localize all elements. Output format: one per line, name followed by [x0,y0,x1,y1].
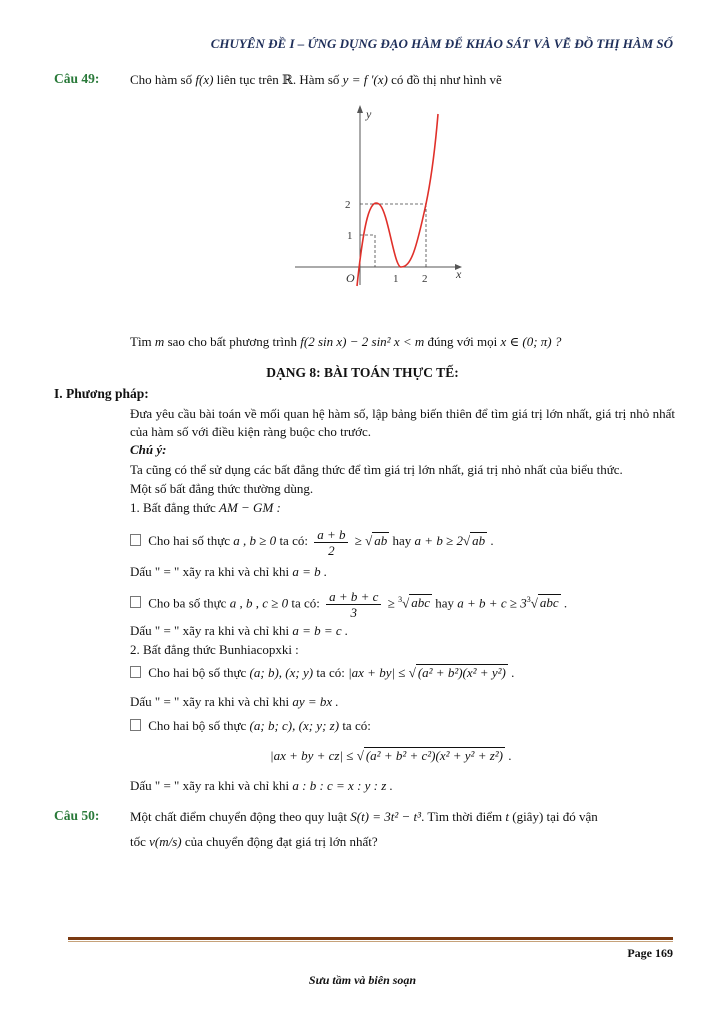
question-49-statement [130,71,502,89]
sqrt-ab: ab [374,533,388,548]
q49-text-c: . Hàm số [292,72,340,87]
x-tick-2: 2 [422,273,428,285]
q49-reals: ℝ [282,72,293,87]
q49-m: m [154,334,165,349]
amgm-title: 1. Bất đẳng thức [130,500,216,515]
q50-t: t [505,809,509,824]
fraction-two-den: 2 [328,542,335,558]
question-50-line-1 [130,808,598,826]
sqrt-ab-2: ab [472,533,486,548]
fraction-two-num: a + b [314,527,348,543]
fraction-three [326,589,381,620]
bunhia-heading: 2. Bất đẳng thức Bunhiacopxki : [130,642,299,657]
derivative-graph [290,100,470,290]
two-hay: hay [392,533,412,548]
bun2-lhs: |ax + by| ≤ [348,665,406,680]
q50-text-e: của chuyển động đạt giá trị lớn nhất? [184,834,378,849]
two-eq-a: Dấu " = " xãy ra khi và chỉ khi [130,564,290,579]
bunhia-three-formula: |ax + by + cz| ≤ √ (a² + b² + c²)(x² + y² + z²) . [270,748,512,763]
q50-text-a: Một chất điểm chuyển động theo quy luật [130,809,347,824]
x-axis-label: x [456,267,462,281]
footer-credit: Sưu tầm và biên soạn [308,973,417,987]
question-50-line-2 [130,833,378,851]
note-paragraph: Ta cũng có thể sử dụng các bất đẳng thức để tìm giá trị lớn nhất, giá trị nhỏ nhất của biểu thức. [130,462,623,477]
cbrt-abc: abc [411,595,430,611]
bunhia-three [130,717,371,735]
bun2-eq-b: ay = bx . [292,694,339,709]
q49-fx: f(x) [195,72,214,87]
fraction-two [314,527,348,558]
q49-text-b: liên tục trên [216,72,279,87]
q49-inequality: f(2 sin x) − 2 sin² x < m [300,334,425,349]
amgm-two-equality [130,563,327,581]
three-geq: ≥ [387,595,395,611]
q50-text-d: tốc [130,834,146,849]
two-eq-b: a = b . [292,564,328,579]
bunhia-two-equality [130,693,339,711]
bun3-eq-b: a : b : c = x : y : z . [292,778,393,793]
three-vars: a , b , c ≥ 0 [229,595,289,611]
three-a: Cho ba số thực [148,595,227,611]
page-number: Page 169 [627,946,673,960]
q50-v: v(m/s) [149,834,182,849]
bun2-taco: ta có: [316,665,345,680]
method-heading: I. Phương pháp: [54,386,149,401]
q49-ask-b: sao cho bất phương trình [167,334,298,349]
q49-text-a: Cho hàm số [130,72,193,87]
question-50-label: Câu 50: [54,808,100,823]
cbrt-abc-2: abc [539,595,559,611]
x-tick-1: 1 [393,273,399,285]
bullet-box-icon [130,719,141,731]
bun2-vars: (a; b), (x; y) [249,665,314,680]
q49-ask-c: đúng với mọi [427,334,498,349]
amgm-three: Cho ba số thực a , b , c ≥ 0 ta có: $\frac{a + b + c}{3}$ ≥ $^3$√ abc hay $a + b + c \ge 3^3√$ abc . [130,583,567,620]
three-eq-b: a = b = c . [292,623,349,638]
three-taco: ta có: [291,595,320,611]
q49-ask-a: Tìm [130,334,152,349]
bullet-box-icon [130,534,141,546]
method-paragraph: Đưa yêu cầu bài toán về mối quan hệ hàm số, lập bảng biến thiên để tìm giá trị lớn nhất, giá trị nhỏ nhất của hàm số với điều kiện ràng buộc cho trước. [130,406,675,439]
bun3-taco: ta có: [342,718,371,733]
two-taco: ta có: [279,533,308,548]
footer-rule [68,937,673,940]
bullet-box-icon [130,596,141,608]
three-eq-a: Dấu " = " xãy ra khi và chỉ khi [130,623,290,638]
question-49-label: Câu 49: [54,71,100,86]
y-tick-1: 1 [347,230,353,242]
bunhia-three-equality [130,777,393,795]
q50-law: S(t) = 3t² − t³ [350,809,422,824]
q50-text-c: (giây) tại đó vận [512,809,598,824]
bun3-lhs: |ax + by + cz| ≤ [270,748,354,763]
bun2-a: Cho hai bộ số thực [148,665,247,680]
bunhia-two: Cho hai bộ số thực (a; b), (x; y) ta có: |ax + by| ≤ √ (a² + b²)(x² + y²) . [130,664,514,682]
q49-text-d: có đồ thị như hình vẽ [391,72,502,87]
amgm-heading [130,499,281,517]
fraction-three-den: 3 [350,604,358,620]
note-heading: Chú ý: [130,442,167,457]
fraction-three-num: a + b + c [326,589,381,605]
origin-label: O [346,271,355,285]
bullet-box-icon [130,666,141,678]
bun3-radicand: (a² + b² + c²)(x² + y² + z²) [365,748,504,763]
bun3-vars: (a; b; c), (x; y; z) [249,718,340,733]
bun3-a: Cho hai bộ số thực [148,718,247,733]
two-geq: ≥ [354,533,362,548]
two-vars: a , b ≥ 0 [233,533,277,548]
q49-domain: x ∈ (0; π) ? [500,334,562,349]
amgm-two: Cho hai số thực a , b ≥ 0 ta có: $\frac{a + b}{2}$ ≥ √ ab hay a + b ≥ 2√ ab . [130,524,494,558]
note-line-2: Một số bất đẳng thức thường dùng. [130,481,314,496]
footer-rule-thin [68,941,673,942]
amgm-three-equality [130,622,348,640]
three-hay: hay [435,595,455,611]
y-axis-label: y [366,107,372,121]
two-alt: a + b ≥ 2 [414,533,463,548]
two-a: Cho hai số thực [148,533,231,548]
bun3-eq-a: Dấu " = " xãy ra khi và chỉ khi [130,778,290,793]
question-49-ask [130,333,561,351]
running-header: CHUYÊN ĐỀ I – ỨNG DỤNG ĐẠO HÀM ĐỂ KHẢO SÁT VÀ VẼ ĐỒ THỊ HÀM SỐ [210,36,673,51]
amgm-expr: AM − GM : [219,500,281,515]
three-alt: a + b + c ≥ 3 [457,595,527,611]
bun2-radicand: (a² + b²)(x² + y²) [417,665,506,680]
bun2-eq-a: Dấu " = " xãy ra khi và chỉ khi [130,694,290,709]
section-title-dang-8: DẠNG 8: BÀI TOÁN THỰC TẾ: [266,365,459,380]
q50-text-b: . Tìm thời điểm [421,809,503,824]
q49-derivative: y = f ′(x) [342,72,388,87]
y-tick-2: 2 [345,199,351,211]
